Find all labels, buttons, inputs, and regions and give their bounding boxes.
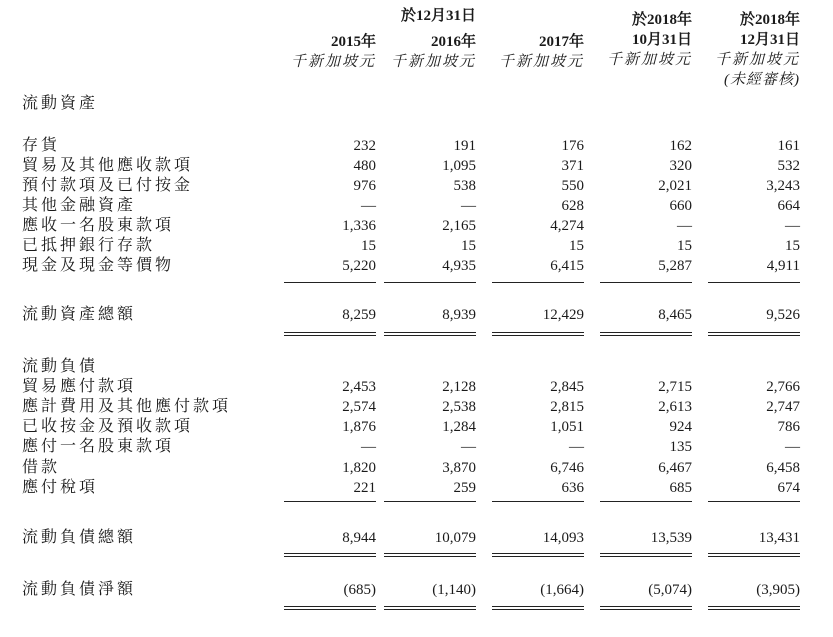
total-double-rule <box>600 332 692 336</box>
subtotal-rule <box>492 282 584 283</box>
column-header-2016 <box>380 32 476 72</box>
current-liability-row-value: 636 <box>561 480 584 496</box>
column-unit: 千新加坡元 <box>290 54 376 70</box>
current-liability-row-value: 2,574 <box>342 399 376 415</box>
current-asset-row-value: 4,274 <box>550 218 584 234</box>
current-asset-row-value: 660 <box>669 198 692 214</box>
current-asset-row-value: 532 <box>777 158 800 174</box>
column-year: 2015年 <box>330 34 376 50</box>
column-year: 2017年 <box>538 34 584 50</box>
total-double-rule <box>492 553 584 557</box>
column-note: (未經審核) <box>724 72 800 88</box>
subtotal-rule <box>284 501 376 502</box>
current-liability-row-value: 685 <box>669 480 692 496</box>
column-year: 於2018年 <box>739 12 800 28</box>
current-liability-row-value: 1,051 <box>550 419 584 435</box>
total-double-rule <box>600 553 692 557</box>
current-liability-row-value: 1,284 <box>442 419 476 435</box>
current-liability-row-label: 借款 <box>22 459 61 476</box>
column-unit: 千新加坡元 <box>606 52 692 68</box>
current-asset-row-value: 15 <box>785 238 800 254</box>
subtotal-rule <box>600 501 692 502</box>
current-asset-row-value: 628 <box>561 198 584 214</box>
current-asset-row-value: 976 <box>353 178 376 194</box>
column-header-2015 <box>280 32 376 72</box>
subtotal-rule <box>600 282 692 283</box>
current-asset-row-value: — <box>361 198 376 214</box>
current-asset-row-label: 應收一名股東款項 <box>22 217 175 234</box>
net-double-rule <box>384 606 476 610</box>
total-double-rule <box>384 332 476 336</box>
current-asset-row-value: 15 <box>569 238 584 254</box>
current-liability-row-value: 1,820 <box>342 460 376 476</box>
total-current-liabilities-row-value: 13,431 <box>758 530 800 546</box>
current-asset-row-value: 5,220 <box>342 258 376 274</box>
current-asset-row-value: — <box>785 218 800 234</box>
column-unit: 千新加坡元 <box>498 54 584 70</box>
total-current-liabilities-row-value: 8,944 <box>342 530 376 546</box>
current-asset-row-label: 貿易及其他應收款項 <box>22 157 194 174</box>
total-double-rule <box>284 332 376 336</box>
current-asset-row-value: — <box>461 198 476 214</box>
current-liability-row-value: 2,815 <box>550 399 584 415</box>
net-double-rule <box>708 606 800 610</box>
current-asset-row-label: 已抵押銀行存款 <box>22 237 156 254</box>
current-liability-row-value: — <box>785 439 800 455</box>
current-asset-row-value: — <box>677 218 692 234</box>
current-asset-row-value: 6,415 <box>550 258 584 274</box>
total-double-rule <box>384 553 476 557</box>
total-double-rule <box>708 553 800 557</box>
column-date: 12月31日 <box>739 32 800 48</box>
total-current-assets-row-label: 流動資產總額 <box>22 306 137 323</box>
current-asset-row-value: 191 <box>453 138 476 154</box>
current-asset-row-value: 232 <box>353 138 376 154</box>
current-asset-row-value: 162 <box>669 138 692 154</box>
current-liability-row-label: 應計費用及其他應付款項 <box>22 398 232 415</box>
current-liability-row-value: — <box>569 439 584 455</box>
subtotal-rule <box>708 282 800 283</box>
current-asset-row-value: 4,911 <box>766 258 800 274</box>
current-asset-row-value: 371 <box>561 158 584 174</box>
total-double-rule <box>708 332 800 336</box>
period-label <box>380 6 476 26</box>
current-liability-row-value: — <box>361 439 376 455</box>
current-asset-row-value: 161 <box>777 138 800 154</box>
current-assets-heading: 流動資產 <box>22 95 99 112</box>
total-current-assets-row-value: 8,939 <box>442 307 476 323</box>
net-current-liabilities-row-label: 流動負債淨額 <box>22 581 137 598</box>
net-double-rule <box>284 606 376 610</box>
current-asset-row-value: 1,095 <box>442 158 476 174</box>
net-current-liabilities-row-value: (1,664) <box>540 582 584 598</box>
column-header-2018-dec <box>704 10 800 90</box>
current-liability-row-value: 6,467 <box>658 460 692 476</box>
total-current-liabilities-row-label: 流動負債總額 <box>22 529 137 546</box>
current-asset-row-value: 5,287 <box>658 258 692 274</box>
current-asset-row-value: 15 <box>461 238 476 254</box>
current-asset-row-value: 3,243 <box>766 178 800 194</box>
current-liability-row-label: 已收按金及預收款項 <box>22 418 194 435</box>
net-current-liabilities-row-value: (685) <box>343 582 376 598</box>
current-asset-row-value: 15 <box>677 238 692 254</box>
column-date: 10月31日 <box>631 32 692 48</box>
total-current-liabilities-row-value: 13,539 <box>650 530 692 546</box>
current-asset-row-value: 550 <box>561 178 584 194</box>
column-unit: 千新加坡元 <box>714 52 800 68</box>
net-double-rule <box>492 606 584 610</box>
current-liability-row-value: 2,715 <box>658 379 692 395</box>
current-asset-row-value: 176 <box>561 138 584 154</box>
current-liability-row-value: 2,766 <box>766 379 800 395</box>
total-current-liabilities-row-value: 10,079 <box>434 530 476 546</box>
current-liability-row-value: — <box>461 439 476 455</box>
current-asset-row-value: 480 <box>353 158 376 174</box>
period-label-text: 於12月31日 <box>400 8 476 24</box>
net-current-liabilities-row-value: (5,074) <box>648 582 692 598</box>
subtotal-rule <box>284 282 376 283</box>
current-liability-row-value: 221 <box>353 480 376 496</box>
subtotal-rule <box>384 501 476 502</box>
current-liability-row-value: 674 <box>777 480 800 496</box>
current-asset-row-label: 其他金融資產 <box>22 197 137 214</box>
subtotal-rule <box>384 282 476 283</box>
column-unit: 千新加坡元 <box>390 54 476 70</box>
current-liability-row-value: 2,128 <box>442 379 476 395</box>
current-asset-row-label: 現金及現金等價物 <box>22 257 175 274</box>
total-current-assets-row-value: 12,429 <box>542 307 584 323</box>
current-asset-row-value: 4,935 <box>442 258 476 274</box>
current-asset-row-label: 存貨 <box>22 137 61 154</box>
total-current-liabilities-row-value: 14,093 <box>542 530 584 546</box>
current-liability-row-value: 2,453 <box>342 379 376 395</box>
net-current-liabilities-row-value: (1,140) <box>432 582 476 598</box>
current-liability-row-value: 2,538 <box>442 399 476 415</box>
current-asset-row-value: 2,021 <box>658 178 692 194</box>
current-liability-row-value: 135 <box>669 439 692 455</box>
total-current-assets-row-value: 9,526 <box>766 307 800 323</box>
current-liability-row-value: 3,870 <box>442 460 476 476</box>
current-liability-row-label: 貿易應付款項 <box>22 378 137 395</box>
current-liability-row-value: 259 <box>453 480 476 496</box>
column-header-2018-oct <box>596 10 692 70</box>
current-liability-row-value: 2,613 <box>658 399 692 415</box>
current-asset-row-value: 320 <box>669 158 692 174</box>
total-double-rule <box>284 553 376 557</box>
net-current-liabilities-row-value: (3,905) <box>756 582 800 598</box>
current-liability-row-value: 924 <box>669 419 692 435</box>
subtotal-rule <box>708 501 800 502</box>
current-liabilities-heading: 流動負債 <box>22 358 99 375</box>
column-year: 於2018年 <box>631 12 692 28</box>
current-liability-row-label: 應付一名股東款項 <box>22 438 175 455</box>
total-current-assets-row-value: 8,465 <box>658 307 692 323</box>
current-asset-row-value: 15 <box>361 238 376 254</box>
current-liability-row-value: 2,747 <box>766 399 800 415</box>
column-header-2017 <box>488 32 584 72</box>
current-liability-row-value: 2,845 <box>550 379 584 395</box>
current-asset-row-value: 538 <box>453 178 476 194</box>
current-liability-row-value: 6,746 <box>550 460 584 476</box>
total-current-assets-row-value: 8,259 <box>342 307 376 323</box>
current-liability-row-value: 1,876 <box>342 419 376 435</box>
column-year: 2016年 <box>430 34 476 50</box>
current-asset-row-value: 1,336 <box>342 218 376 234</box>
net-double-rule <box>600 606 692 610</box>
current-asset-row-value: 2,165 <box>442 218 476 234</box>
total-double-rule <box>492 332 584 336</box>
current-asset-row-label: 預付款項及已付按金 <box>22 177 194 194</box>
current-asset-row-value: 664 <box>777 198 800 214</box>
current-liability-row-value: 6,458 <box>766 460 800 476</box>
current-liability-row-label: 應付稅項 <box>22 479 99 496</box>
subtotal-rule <box>492 501 584 502</box>
current-liability-row-value: 786 <box>777 419 800 435</box>
